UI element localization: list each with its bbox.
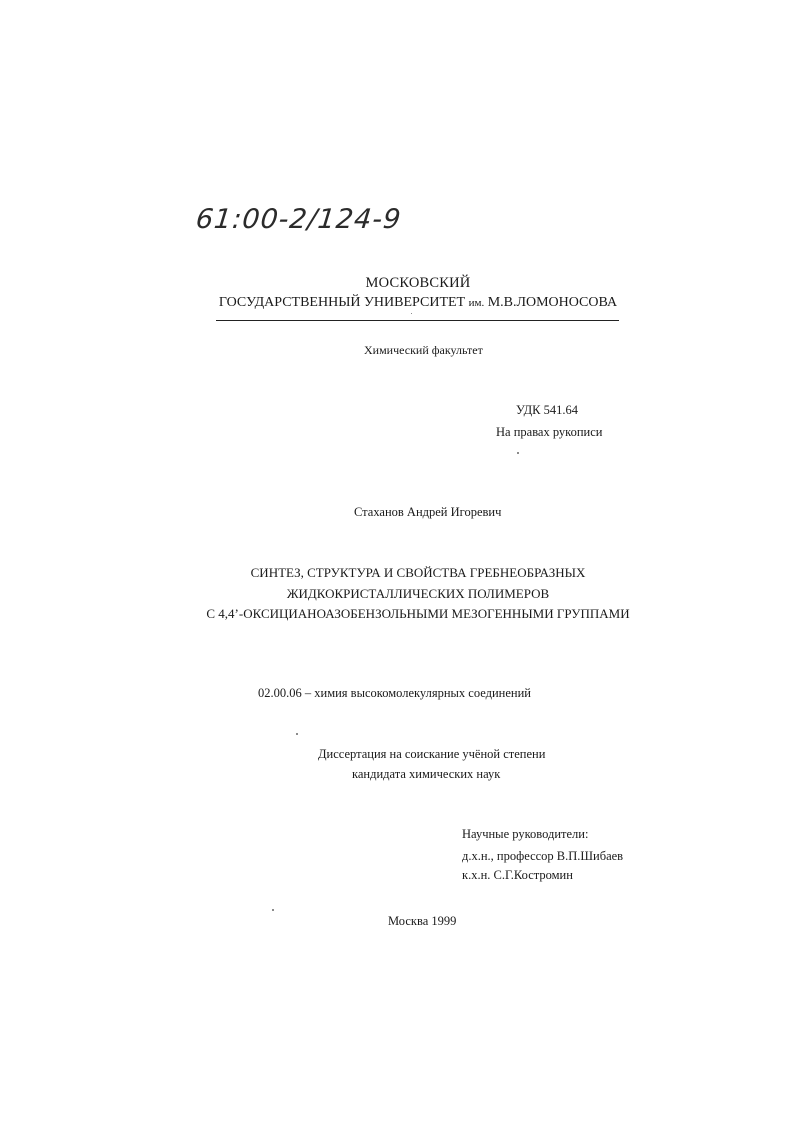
dissertation-line-2: кандидата химических наук: [352, 767, 501, 781]
supervisors-heading: Научные руководители:: [462, 827, 589, 841]
specialty-code: 02.00.06 – химия высокомолекулярных соединений: [258, 686, 531, 700]
thesis-title-line-1: СИНТЕЗ, СТРУКТУРА И СВОЙСТВА ГРЕБНЕОБРАЗНЫХ: [250, 565, 586, 580]
faculty-name: Химический факультет: [364, 343, 483, 357]
university-line-1: МОСКОВСКИЙ: [365, 275, 471, 291]
thesis-title-line-2: ЖИДКОКРИСТАЛЛИЧЕСКИХ ПОЛИМЕРОВ: [286, 586, 550, 601]
author-name: Стаханов Андрей Игоревич: [354, 505, 502, 519]
scan-speck: [296, 733, 298, 735]
archive-number-handwritten: 61:00-2/124-9: [194, 204, 403, 235]
university-line-2-im: им.: [468, 297, 485, 309]
university-line-2-main: ГОСУДАРСТВЕННЫЙ УНИВЕРСИТЕТ: [218, 295, 469, 310]
thesis-title-line-3: С 4,4’-ОКСИЦИАНОАЗОБЕНЗОЛЬНЫМИ МЕЗОГЕННЫМИ ГРУППАМИ: [206, 606, 630, 621]
supervisor-second: к.х.н. С.Г.Костромин: [462, 868, 573, 882]
udk-code: УДК 541.64: [516, 403, 578, 417]
dissertation-line-1: Диссертация на соискание учёной степени: [318, 747, 546, 761]
university-line-2: [0, 296, 795, 310]
scan-speck: [517, 452, 519, 454]
university-line-2-end: М.В.ЛОМОНОСОВА: [484, 295, 618, 310]
city-year: Москва 1999: [388, 914, 457, 928]
header-divider: [216, 320, 619, 321]
scan-speck: [272, 909, 274, 911]
supervisor-first: д.х.н., профессор В.П.Шибаев: [462, 849, 624, 863]
scan-speck: [411, 313, 412, 314]
manuscript-rights: На правах рукописи: [496, 425, 603, 439]
